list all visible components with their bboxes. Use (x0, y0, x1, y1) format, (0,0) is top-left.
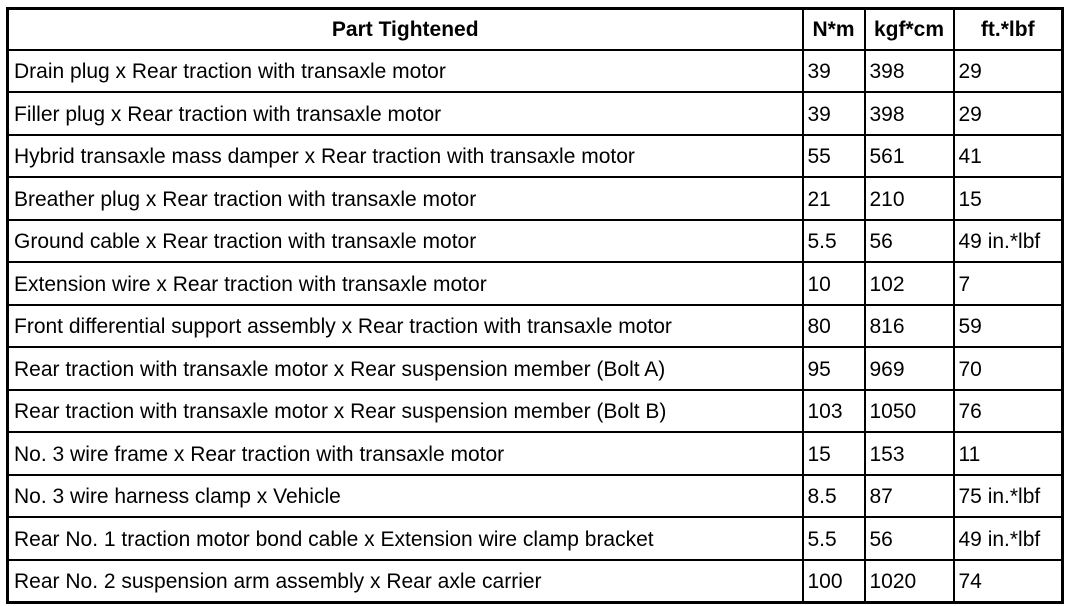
cell-ft-lbf: 76 (954, 390, 1063, 433)
cell-newton-meter: 39 (803, 50, 865, 93)
cell-part-tightened: No. 3 wire harness clamp x Vehicle (8, 475, 803, 518)
table-body (8, 50, 1063, 603)
cell-ft-lbf: 7 (954, 262, 1063, 305)
cell-ft-lbf: 41 (954, 135, 1063, 178)
cell-part-tightened: Breather plug x Rear traction with transaxle motor (8, 177, 803, 220)
cell-kgf-cm: 1020 (865, 560, 954, 603)
cell-newton-meter: 95 (803, 347, 865, 390)
header-newton-meter: N*m (803, 9, 865, 50)
cell-part-tightened: Rear traction with transaxle motor x Rear suspension member (Bolt A) (8, 347, 803, 390)
table-row (8, 560, 1063, 603)
cell-ft-lbf: 11 (954, 432, 1063, 475)
table-row (8, 220, 1063, 263)
cell-newton-meter: 15 (803, 432, 865, 475)
cell-kgf-cm: 153 (865, 432, 954, 475)
header-ft-lbf: ft.*lbf (954, 9, 1063, 50)
cell-ft-lbf: 29 (954, 50, 1063, 93)
cell-newton-meter: 10 (803, 262, 865, 305)
cell-kgf-cm: 561 (865, 135, 954, 178)
cell-kgf-cm: 398 (865, 92, 954, 135)
cell-newton-meter: 55 (803, 135, 865, 178)
cell-part-tightened: Ground cable x Rear traction with transaxle motor (8, 220, 803, 263)
torque-specification-table (6, 7, 1064, 604)
cell-part-tightened: Rear No. 2 suspension arm assembly x Rear axle carrier (8, 560, 803, 603)
cell-ft-lbf: 74 (954, 560, 1063, 603)
cell-part-tightened: Rear traction with transaxle motor x Rear suspension member (Bolt B) (8, 390, 803, 433)
cell-part-tightened: No. 3 wire frame x Rear traction with transaxle motor (8, 432, 803, 475)
cell-kgf-cm: 210 (865, 177, 954, 220)
table-row (8, 347, 1063, 390)
cell-kgf-cm: 56 (865, 517, 954, 560)
cell-part-tightened: Rear No. 1 traction motor bond cable x Extension wire clamp bracket (8, 517, 803, 560)
table-row (8, 135, 1063, 178)
cell-newton-meter: 5.5 (803, 517, 865, 560)
cell-ft-lbf: 15 (954, 177, 1063, 220)
cell-part-tightened: Hybrid transaxle mass damper x Rear traction with transaxle motor (8, 135, 803, 178)
cell-ft-lbf: 29 (954, 92, 1063, 135)
cell-ft-lbf: 49 in.*lbf (954, 220, 1063, 263)
cell-kgf-cm: 1050 (865, 390, 954, 433)
table-row (8, 305, 1063, 348)
cell-ft-lbf: 59 (954, 305, 1063, 348)
cell-newton-meter: 21 (803, 177, 865, 220)
cell-kgf-cm: 969 (865, 347, 954, 390)
cell-newton-meter: 103 (803, 390, 865, 433)
cell-newton-meter: 5.5 (803, 220, 865, 263)
header-kgf-cm: kgf*cm (865, 9, 954, 50)
cell-newton-meter: 8.5 (803, 475, 865, 518)
cell-newton-meter: 80 (803, 305, 865, 348)
table-row (8, 177, 1063, 220)
cell-part-tightened: Extension wire x Rear traction with transaxle motor (8, 262, 803, 305)
cell-ft-lbf: 49 in.*lbf (954, 517, 1063, 560)
cell-ft-lbf: 75 in.*lbf (954, 475, 1063, 518)
table-row (8, 92, 1063, 135)
cell-kgf-cm: 816 (865, 305, 954, 348)
table-row (8, 432, 1063, 475)
cell-kgf-cm: 102 (865, 262, 954, 305)
cell-newton-meter: 100 (803, 560, 865, 603)
cell-newton-meter: 39 (803, 92, 865, 135)
header-row (8, 9, 1063, 50)
cell-kgf-cm: 56 (865, 220, 954, 263)
cell-part-tightened: Front differential support assembly x Rear traction with transaxle motor (8, 305, 803, 348)
table-row (8, 390, 1063, 433)
cell-kgf-cm: 87 (865, 475, 954, 518)
cell-ft-lbf: 70 (954, 347, 1063, 390)
table-row (8, 262, 1063, 305)
table-row (8, 475, 1063, 518)
cell-part-tightened: Drain plug x Rear traction with transaxle motor (8, 50, 803, 93)
cell-part-tightened: Filler plug x Rear traction with transaxle motor (8, 92, 803, 135)
header-part-tightened: Part Tightened (8, 9, 803, 50)
table-row (8, 50, 1063, 93)
cell-kgf-cm: 398 (865, 50, 954, 93)
table-row (8, 517, 1063, 560)
